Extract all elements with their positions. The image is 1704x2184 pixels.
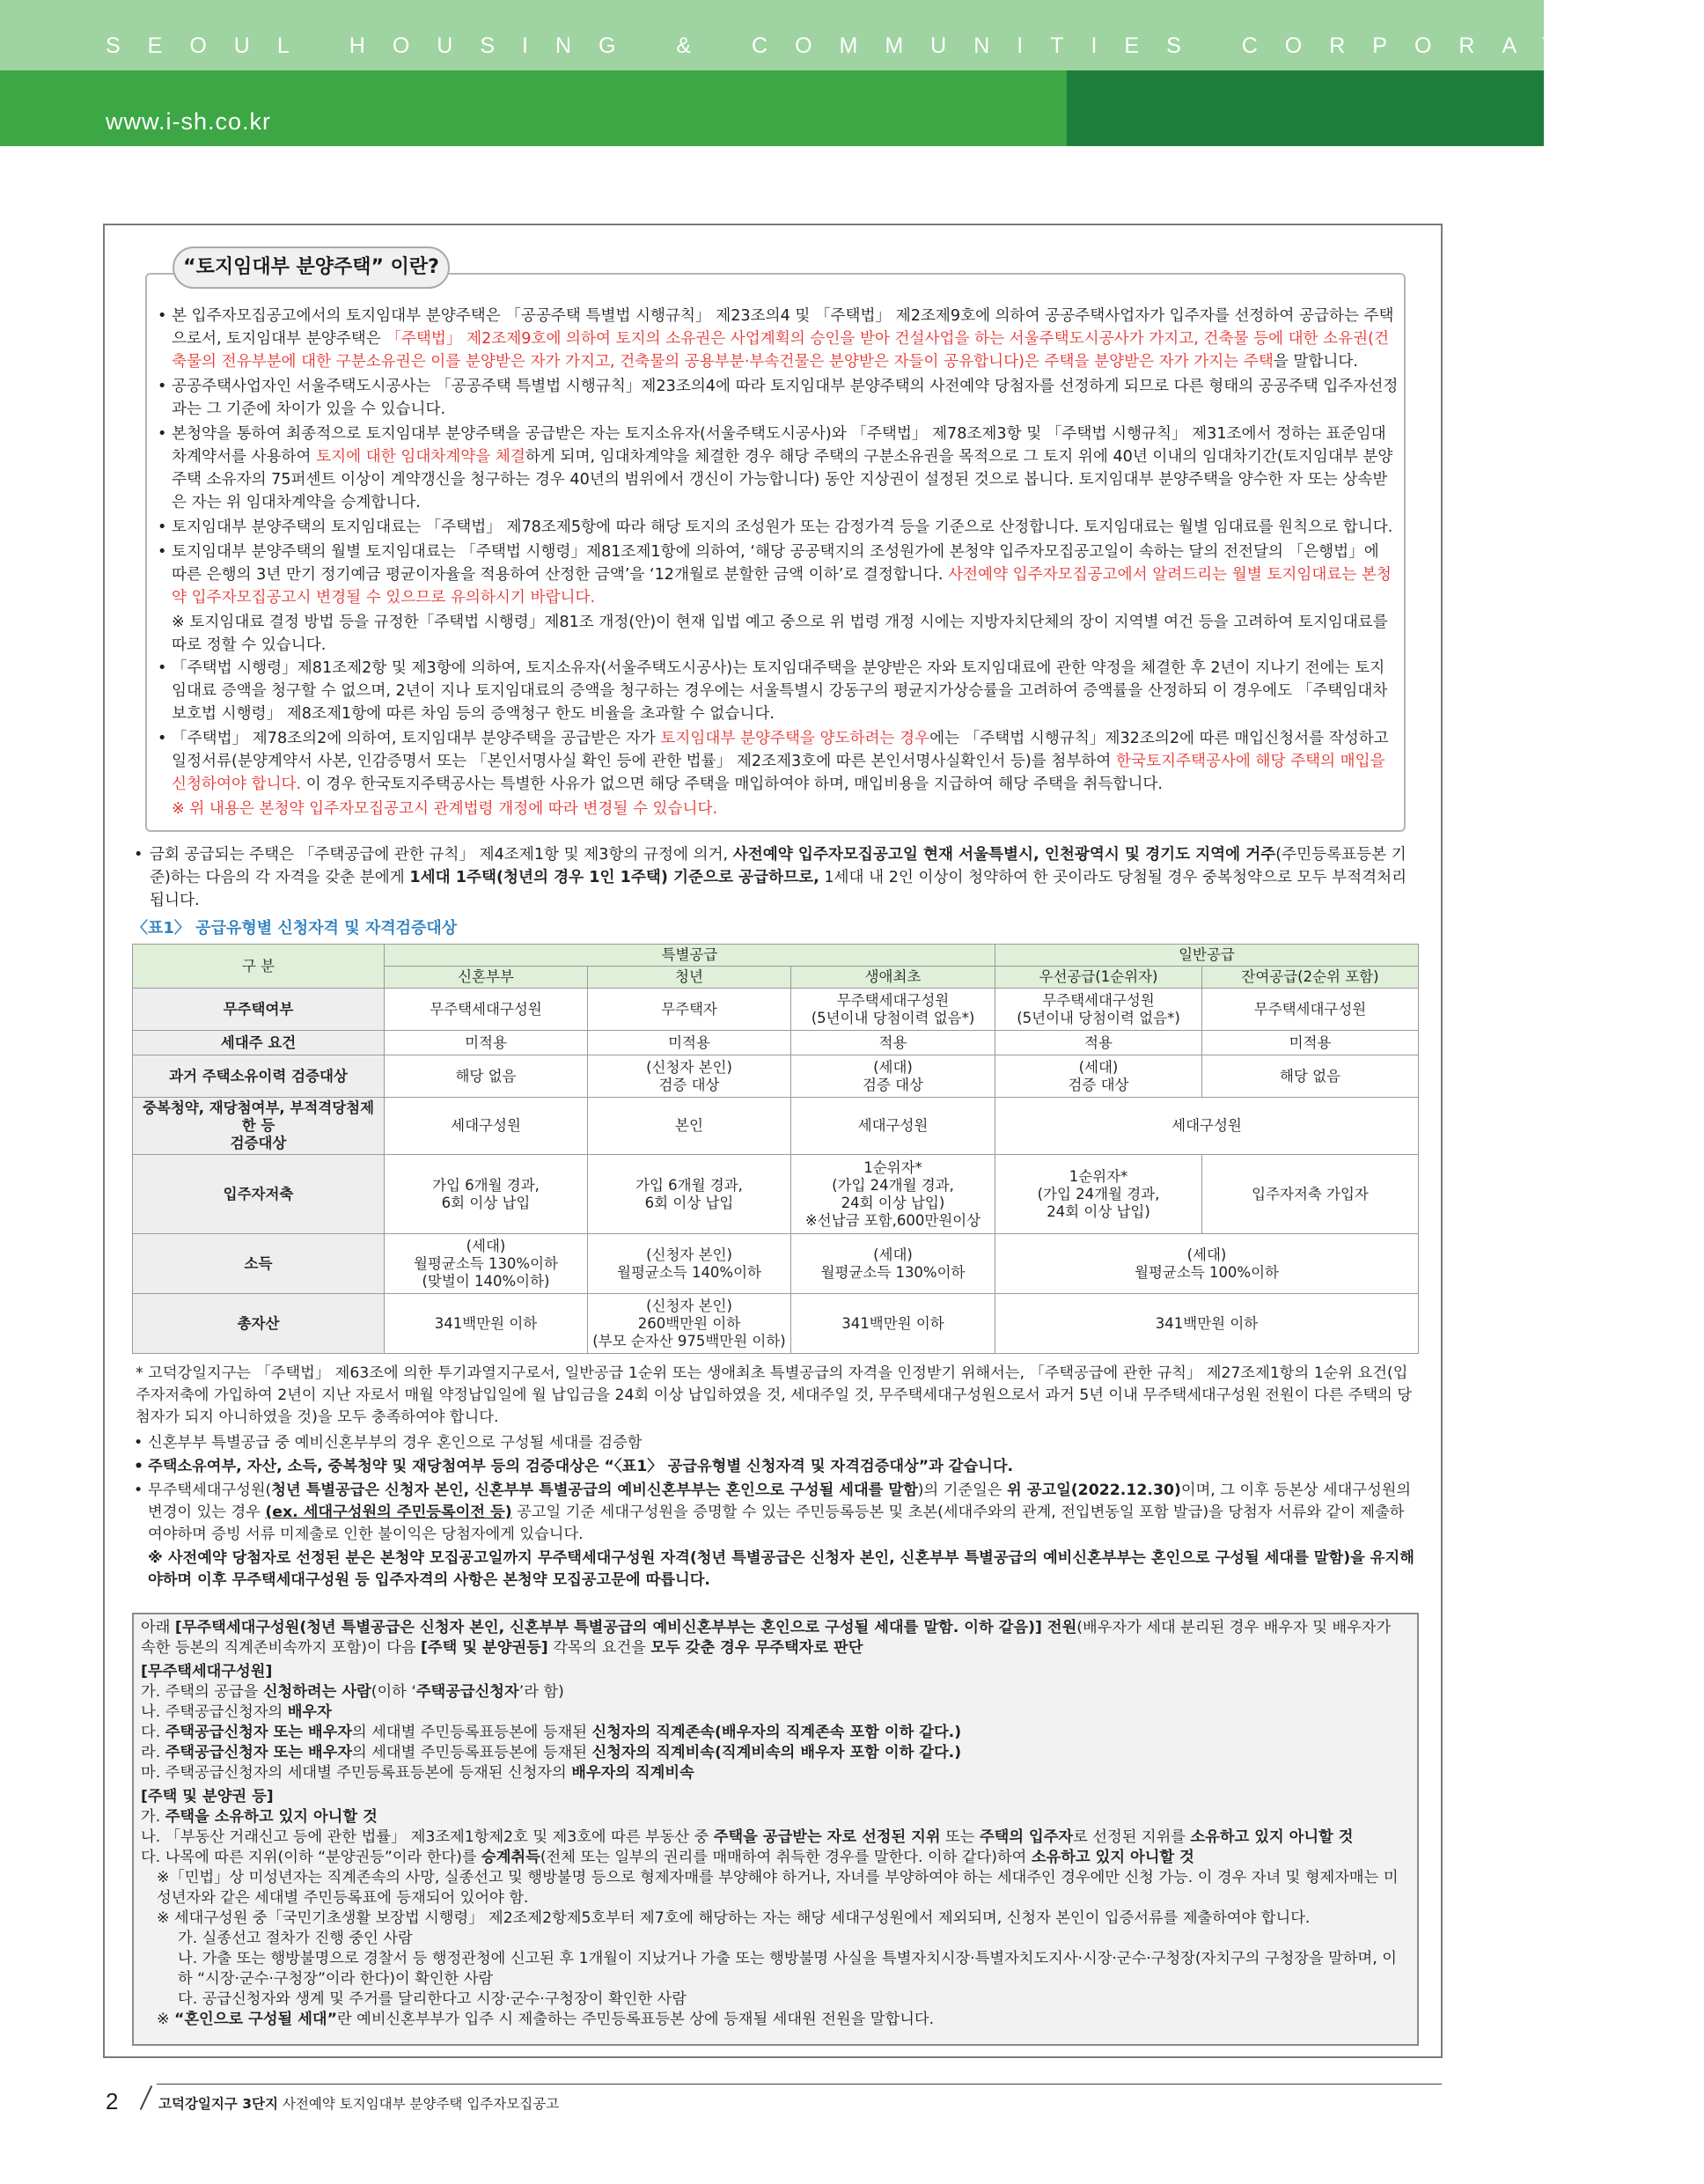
page-number: 2 <box>106 2088 119 2114</box>
box-item: 마. 주택공급신청자의 세대별 주민등록표등본에 등재된 신청자의 배우자의 직계비속 <box>141 1764 694 1782</box>
box-item: 가. 주택의 공급을 신청하려는 사람(이하 ‘주택공급신청자’라 함) <box>141 1683 564 1701</box>
table-row: 무주택여부 무주택세대구성원 무주택자 무주택세대구성원 (5년이내 당첨이력 없음*) 무주택세대구성원 (5년이내 당첨이력 없음*) 무주택세대구성원 <box>133 989 1419 1031</box>
box-item: 다. 나목에 따른 지위(이하 “분양권등”이라 한다)를 승계취득(전체 또는 일부의 권리를 매매하여 취득한 경우를 말한다. 이하 같다)하여 소유하고 있지 아니할 것 <box>141 1849 1194 1866</box>
box-intro: 아래 [무주택세대구성원(청년 특별공급은 신청자 본인, 신혼부부 특별공급의 예비신혼부부는 혼인으로 구성될 세대를 말함. 이하 같음)] 전원(배우자가 세대 분리된 경우 배우자 및 배우자가 속한 등본의 직계존비속까지 포함)이 다음 [주택 및 분양권등] 각목의 요건을 모두 갖춘 경우 무주택자로 판단 <box>141 1619 1392 1657</box>
table-footnote: * 고덕강일지구는 「주택법」 제63조에 의한 투기과열지구로서, 일반공급 1순위 또는 생애최초 특별공급의 자격을 인정받기 위해서는, 「주택공급에 관한 규칙」 제27조제1항의 1순위 요건(입주자저축에 가입하여 2년이 지난 자로서 매월 약정납입일에 월 납입금을 24회 이상 납입하였을 것, 세대주일 것, 무주택세대구성원으로서 과거 5년 이내 무주택세대구성원 전원이 다른 주택의 당첨자가 되지 아니하였을 것)을 모두 충족하여야 합니다. <box>136 1364 1413 1426</box>
note-item: ※ 사전예약 당첨자로 선정된 분은 본청약 모집공고일까지 무주택세대구성원 자격(청년 특별공급은 신청자 본인, 신혼부부 특별공급의 예비신혼부부는 혼인으로 구성될 세대를 말함)을 유지해야하며 이후 무주택세대구성원 등 입주자격의 사항은 본청약 모집공고문에 따릅니다. <box>148 1549 1414 1589</box>
box-note: ※ “혼인으로 구성될 세대”란 예비신혼부부가 입주 시 제출하는 주민등록표등본 상에 등재될 세대원 전원을 말합니다. <box>157 2011 935 2028</box>
box-note: ※「민법」상 미성년자는 직계존속의 사망, 실종선고 및 행방불명 등으로 형제자매를 부양해야 하거나, 자녀를 부양하여야 하는 세대주인 경우에만 신청 가능. 이 경우 자녀 및 형제자매는 미성년자와 같은 세대별 주민등록표에 등재되어 있어야 함. <box>157 1869 1399 1907</box>
definition-item: • 공공주택사업자인 서울주택도시공사는 「공공주택 특별법 시행규칙」제23조의4에 따라 토지임대부 분양주택의 사전예약 당첨자를 선정하게 되므로 다른 형태의 공공주택 입주자선정과는 그 기준에 차이가 있을 수 있습니다. <box>156 375 1399 421</box>
table-title: 〈표1〉 공급유형별 신청자격 및 자격검증대상 <box>132 919 458 938</box>
table-header: 생애최초 <box>791 967 995 989</box>
table-row: 중복청약, 재당첨여부, 부적격당첨제한 등 검증대상 세대구성원 본인 세대구성원 세대구성원 <box>133 1098 1419 1155</box>
box-item: 가. 주택을 소유하고 있지 아니할 것 <box>141 1808 378 1826</box>
top-banner <box>0 0 1704 70</box>
intro-paragraph: • 금회 공급되는 주택은 「주택공급에 관한 규칙」 제4조제1항 및 제3항의 규정에 의거, 사전예약 입주자모집공고일 현재 서울특별시, 인천광역시 및 경기도 지역에 거주(주민등록표등본 기준)하는 다음의 각 자격을 갖춘 분에게 1세대 1주택(청년의 경우 1인 1주택) 기준으로 공급하므로, 1세대 내 2인 이상이 청약하여 한 곳이라도 당첨될 경우 중복청약으로 모두 부적격처리 됩니다. <box>132 843 1419 912</box>
homeless-criteria-box <box>132 1613 1419 2046</box>
table-header: 구 분 <box>133 945 385 989</box>
table-row: 세대주 요건 미적용 미적용 적용 적용 미적용 <box>133 1031 1419 1055</box>
note-item: • 신혼부부 특별공급 중 예비신혼부부의 경우 혼인으로 구성될 세대를 검증함 <box>132 1432 1419 1454</box>
definition-item: • 「주택법」 제78조의2에 의하여, 토지임대부 분양주택을 공급받은 자가 토지임대부 분양주택을 양도하려는 경우에는 「주택법 시행규칙」제32조의2에 따른 매입신청서를 작성하고 일정서류(분양계약서 사본, 인감증명서 또는 「본인서명사실 확인 등에 관한 법률」 제2조제3호에 따른 본인서명사실확인서 등)를 첨부하여 한국토지주택공사에 해당 주택의 매입을 신청하여야 합니다. 이 경우 한국토지주택공사는 특별한 사유가 없으면 해당 주택을 매입하여야 하며, 매입비용을 지급하여 해당 주택을 취득합니다. <box>156 727 1399 796</box>
box-note: ※ 세대구성원 중「국민기초생활 보장법 시행령」 제2조제2항제5호부터 제7호에 해당하는 자는 해당 세대구성원에서 제외되며, 신청자 본인이 입증서류를 제출하여야 합니다. <box>157 1909 1311 1927</box>
definition-item: • 본청약을 통하여 최종적으로 토지임대부 분양주택을 공급받은 자는 토지소유자(서울주택도시공사)와 「주택법」 제78조제3항 및 「주택법 시행규칙」 제31조에서 정하는 표준임대차계약서를 사용하여 토지에 대한 임대차계약을 체결하게 되며, 임대차계약을 체결한 경우 해당 주택의 구분소유권을 목적으로 그 토지 위에 40년 이내의 임대차기간(토지임대부 분양주택 소유자의 75퍼센트 이상이 계약갱신을 청구하는 경우 40년의 범위에서 갱신이 가능합니다) 동안 지상권이 설정된 것으로 봅니다. 토지임대부 분양주택을 양수한 자 또는 상속받은 자는 위 임대차계약을 승계합니다. <box>156 423 1399 514</box>
definition-note: ※ 토지임대료 결정 방법 등을 규정한「주택법 시행령」제81조 개정(안)이 현재 입법 예고 중으로 위 법령 개정 시에는 지방자치단체의 장이 지역별 여건 등을 고려하여 토지임대료를 따로 정할 수 있습니다. <box>172 614 1388 654</box>
corporation-name: SEOUL HOUSING & COMMUNITIES CORPORATION <box>106 33 1704 58</box>
table-header: 특별공급 <box>385 945 995 967</box>
table-row: 과거 주택소유이력 검증대상 해당 없음 (신청자 본인) 검증 대상 (세대) 검증 대상 (세대) 검증 대상 해당 없음 <box>133 1055 1419 1098</box>
box-item: 나. 「부동산 거래신고 등에 관한 법률」 제3조제1항제2호 및 제3호에 따른 부동산 중 주택을 공급받는 자로 선정된 지위 또는 주택의 입주자로 선정된 지위를 소유하고 있지 아니할 것 <box>141 1828 1354 1846</box>
note-item: • 무주택세대구성원(청년 특별공급은 신청자 본인, 신혼부부 특별공급의 예비신혼부부는 혼인으로 구성될 세대를 말함)의 기준일은 위 공고일(2022.12.30)이며, 그 이후 등본상 세대구성원의 변경이 있는 경우 (ex. 세대구성원의 주민등록이전 등) 공고일 기준 세대구성원을 증명할 수 있는 주민등록등본 및 초본(세대주와의 관계, 전입변동일 포함 발급)을 당첨자 서류와 같이 제출하여야하며 증빙 서류 미제출로 인한 불이익은 당첨자에게 있습니다. <box>132 1480 1419 1546</box>
box-item: 나. 주택공급신청자의 배우자 <box>141 1703 332 1721</box>
definition-item: • 토지임대부 분양주택의 토지임대료는 「주택법」 제78조제5항에 따라 해당 토지의 조성원가 또는 감정가격 등을 기준으로 산정합니다. 토지임대료는 월별 임대료를 원칙으로 합니다. <box>156 516 1399 539</box>
table-header: 잔여공급(2순위 포함) <box>1202 967 1419 989</box>
footer-divider <box>157 2084 1442 2085</box>
page-footer <box>106 2088 560 2115</box>
section-title: “토지임대부 분양주택” 이란? <box>173 246 450 289</box>
box-item: 라. 주택공급신청자 또는 배우자의 세대별 주민등록표등본에 등재된 신청자의 직계비속(직계비속의 배우자 포함 이하 같다.) <box>141 1744 962 1761</box>
definition-item: • 「주택법 시행령」제81조제2항 및 제3항에 의하여, 토지소유자(서울주택도시공사)는 토지임대주택을 분양받은 자와 토지임대료에 관한 약정을 체결한 후 2년이 지나기 전에는 토지임대료 증액을 청구할 수 없으며, 2년이 지나 토지임대료의 증액을 청구하는 경우에는 서울특별시 강동구의 평균지가상승률을 고려하여 증액률을 산정하되 이 경우에도 「주택임대차보호법 시행령」 제8조제1항에 따른 차임 등의 증액청구 한도 비율을 초과할 수 없습니다. <box>156 657 1399 725</box>
main-content <box>132 843 1419 1592</box>
table-row: 총자산 341백만원 이하 (신청자 본인) 260백만원 이하 (부모 순자산 975백만원 이하) 341백만원 이하 341백만원 이하 <box>133 1294 1419 1354</box>
note-item: • 주택소유여부, 자산, 소득, 중복청약 및 재당첨여부 등의 검증대상은 “〈표1〉 공급유형별 신청자격 및 자격검증대상”과 같습니다. <box>132 1456 1419 1478</box>
table-row: 소득 (세대) 월평균소득 130%이하 (맞벌이 140%이하) (신청자 본인) 월평균소득 140%이하 (세대) 월평균소득 130%이하 (세대) 월평균소득 100%이하 <box>133 1234 1419 1294</box>
definition-warning: ※ 위 내용은 본청약 입주자모집공고시 관계법령 개정에 따라 변경될 수 있습니다. <box>172 800 718 818</box>
definition-item: • 본 입주자모집공고에서의 토지임대부 분양주택은 「공공주택 특별법 시행규칙」 제23조의4 및 「주택법」 제2조제9호에 의하여 공공주택사업자가 입주자를 선정하여 공급하는 주택으로서, 토지임대부 분양주택은 「주택법」 제2조제9호에 의하여 토지의 소유권은 사업계획의 승인을 받아 건설사업을 하는 서울주택도시공사가 가지고, 건축물 등에 대한 소유권(건축물의 전유부분에 대한 구분소유권은 이를 분양받은 자가 가지고, 건축물의 공용부분·부속건물은 분양받은 자들이 공유합니다)은 주택을 분양받은 자가 가지는 주택을 말합니다. <box>156 305 1399 373</box>
box-subitem: 가. 실종선고 절차가 진행 중인 사람 <box>178 1930 413 1947</box>
table-header: 신혼부부 <box>385 967 588 989</box>
land-lease-definition-section <box>145 273 1406 832</box>
table-header: 일반공급 <box>995 945 1419 967</box>
box-heading: [무주택세대구성원] <box>141 1663 273 1680</box>
box-item: 다. 주택공급신청자 또는 배우자의 세대별 주민등록표등본에 등재된 신청자의 직계존속(배우자의 직계존속 포함 이하 같다.) <box>141 1724 962 1741</box>
document-title: 고덕강일지구 3단지 사전예약 토지임대부 분양주택 입주자모집공고 <box>158 2096 560 2112</box>
box-heading: [주택 및 분양권 등] <box>141 1788 274 1805</box>
table-row: 입주자저축 가입 6개월 경과, 6회 이상 납입 가입 6개월 경과, 6회 이상 납입 1순위자* (가입 24개월 경과, 24회 이상 납입) ※선납금 포함,600만원이상 1순위자* (가입 24개월 경과, 24회 이상 납입) 입주자저축 가입자 <box>133 1155 1419 1234</box>
footer-slash <box>140 2085 152 2110</box>
table-header: 청년 <box>588 967 791 989</box>
banner-accent <box>1067 70 1544 146</box>
definition-item: • 토지임대부 분양주택의 월별 토지임대료는 「주택법 시행령」제81조제1항에 의하여, ‘해당 공공택지의 조성원가에 본청약 입주자모집공고일이 속하는 달의 전전달의 「은행법」에 따른 은행의 3년 만기 정기예금 평균이자율을 적용하여 산정한 금액’을 ‘12개월로 분할한 금액 이하’로 결정합니다. 사전예약 입주자모집공고에서 알려드리는 월별 토지임대료는 본청약 입주자모집공고시 변경될 수 있으므로 유의하시기 바랍니다. <box>156 540 1399 609</box>
table-header: 우선공급(1순위자) <box>995 967 1202 989</box>
box-subitem: 나. 가출 또는 행방불명으로 경찰서 등 행정관청에 신고된 후 1개월이 지났거나 가출 또는 행방불명 사실을 특별자치시장·특별자치도지사·시장·군수·구청장(자치구의 구청장을 말하며, 이하 “시장·군수·구청장”이라 한다)이 확인한 사람 <box>178 1950 1397 1988</box>
box-subitem: 다. 공급신청자와 생계 및 주거를 달리한다고 시장·군수·구청장이 확인한 사람 <box>178 1990 687 2008</box>
eligibility-table <box>132 944 1419 1354</box>
website-url[interactable]: www.i-sh.co.kr <box>106 108 272 135</box>
